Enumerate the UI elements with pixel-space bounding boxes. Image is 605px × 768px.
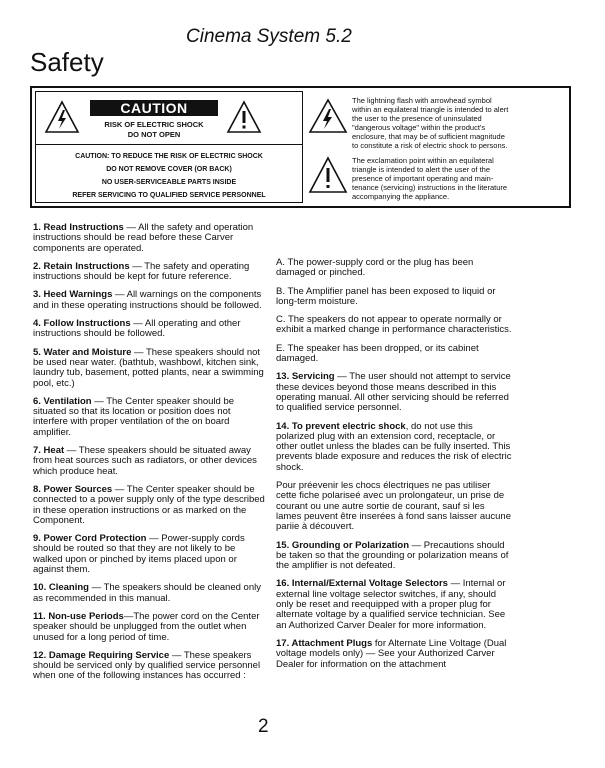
exclamation-icon — [226, 100, 262, 134]
safety-item: 12. Damage Requiring Service — These speakers should be serviced only by qualified service personnel when one of the following instances has occurred : — [33, 649, 261, 682]
safety-item: 9. Power Cord Protection — Power-supply cords should be routed so that they are not likely to be walked upon or pinched by items placed upon or against them. — [33, 533, 245, 576]
caution-box — [30, 86, 571, 208]
damage-instance: A. The power-supply cord or the plug has been damaged or pinched. — [276, 257, 474, 279]
safety-item: 5. Water and Moisture — These speakers should not be used near water. (bathtub, washbowl, kitchen sink, laundry tub, basement, potted plants, near a swimming pool, etc.) — [33, 346, 264, 389]
safety-item: 4. Follow Instructions — All operating and other instructions should be followed. — [33, 318, 241, 340]
safety-item: 15. Grounding or Polarization — Precautions should be taken so that the grounding or polarization means of the amplifier is not defeated. — [276, 539, 509, 572]
exclamation-symbol-icon — [308, 156, 348, 194]
section-title: Safety — [30, 47, 104, 77]
caution-subtext: RISK OF ELECTRIC SHOCK DO NOT OPEN — [104, 120, 204, 139]
caution-divider — [36, 144, 302, 145]
safety-item: 1. Read Instructions — All the safety and operation instructions should be read before these Carver components are operated. — [33, 222, 254, 254]
damage-instance: C. The speakers do not appear to operate normally or exhibit a marked change in performance characteristics. — [276, 314, 512, 336]
french-warning: Pour préevenir les chocs électriques ne pas utiliser cette fiche polariseé avec un prolongateur, un prise de courant ou une autre sortie de courant, sauf si les lames peuvent être inserées à fond sans laisser aucune pariie à découvert. — [276, 480, 511, 533]
safety-item: 10. Cleaning — The speakers should be cleaned only as recommended in this manual. — [33, 582, 261, 604]
safety-item: 16. Internal/External Voltage Selectors — Internal or external line voltage selector switches, if any, should only be reset and reequipped with a proper plug for alternate voltage by a qualified service technician. See an Authorized Carver Dealer for more information. — [276, 578, 506, 631]
safety-item: 7. Heat — These speakers should be situated away from heat sources such as radiators, or other devices which produce heat. — [33, 445, 257, 477]
lightning-explanation: The lightning flash with arrowhead symbol within an equilateral triangle is intended to alert the user to the presence of uninsulated "dangerous voltage" within the product's enclosure, that may be of sufficient magnitude to constitute a risk of electric shock to persons. — [352, 96, 509, 150]
exclamation-explanation: The exclamation point within an equilateral triangle is intended to alert the user of the presence of important operating and main- tenance (servicing) instructions in the literature accompanying the appliance. — [352, 156, 508, 201]
right-column — [276, 258, 512, 678]
safety-item: 13. Servicing — The user should not attempt to service these devices beyond those means described in this operating manual. All other servicing should be referred to qualified service personnel. — [276, 371, 511, 414]
damage-instance: E. The speaker has been dropped, or its cabinet damaged. — [276, 342, 479, 365]
safety-item: 8. Power Sources — The Center speaker should be connected to a power supply only of the type described in these operation instructions or as marked on the Component. — [33, 483, 265, 526]
safety-item: 2. Retain Instructions — The safety and operating instructions should be kept for future reference. — [33, 260, 250, 283]
damage-instance: B. The Amplifier panel has been exposed to liquid or long-term moisture. — [276, 285, 496, 307]
lightning-icon — [44, 100, 80, 134]
safety-item: 14. To prevent electric shock, do not use this polarized plug with an extension cord, receptacle, or other outlet unless the blades can be fully inserted. This prevents blade exposure and reduces the risk of electric shock. — [276, 420, 512, 473]
caution-label: CAUTION — [90, 100, 218, 116]
safety-item: 11. Non-use Periods—The power cord on the Center speaker should be unplugged from the outlet when unused for a long period of time. — [33, 610, 260, 643]
lightning-symbol-icon — [308, 98, 348, 134]
left-column — [33, 223, 265, 690]
safety-item: 17. Attachment Plugs for Alternate Line Voltage (Dual voltage models only) — See your Authorized Carver Dealer for information on the attachment — [276, 637, 507, 670]
document-title: Cinema System 5.2 — [186, 26, 352, 47]
caution-warning-lines: CAUTION: TO REDUCE THE RISK OF ELECTRIC SHOCK DO NOT REMOVE COVER (OR BACK) NO USER-SERVICEABLE PARTS INSIDE REFER SERVICING TO QUALIFIED SERVICE PERSONNEL — [72, 153, 266, 199]
safety-item: 6. Ventilation — The Center speaker should be situated so that its location or position does not interfere with proper ventilation of the on board amplifier. — [33, 395, 235, 438]
caution-panel — [35, 91, 303, 203]
safety-item: 3. Heed Warnings — All warnings on the components and in these operating instructions should be followed. — [33, 289, 262, 311]
page-number: 2 — [258, 716, 269, 737]
